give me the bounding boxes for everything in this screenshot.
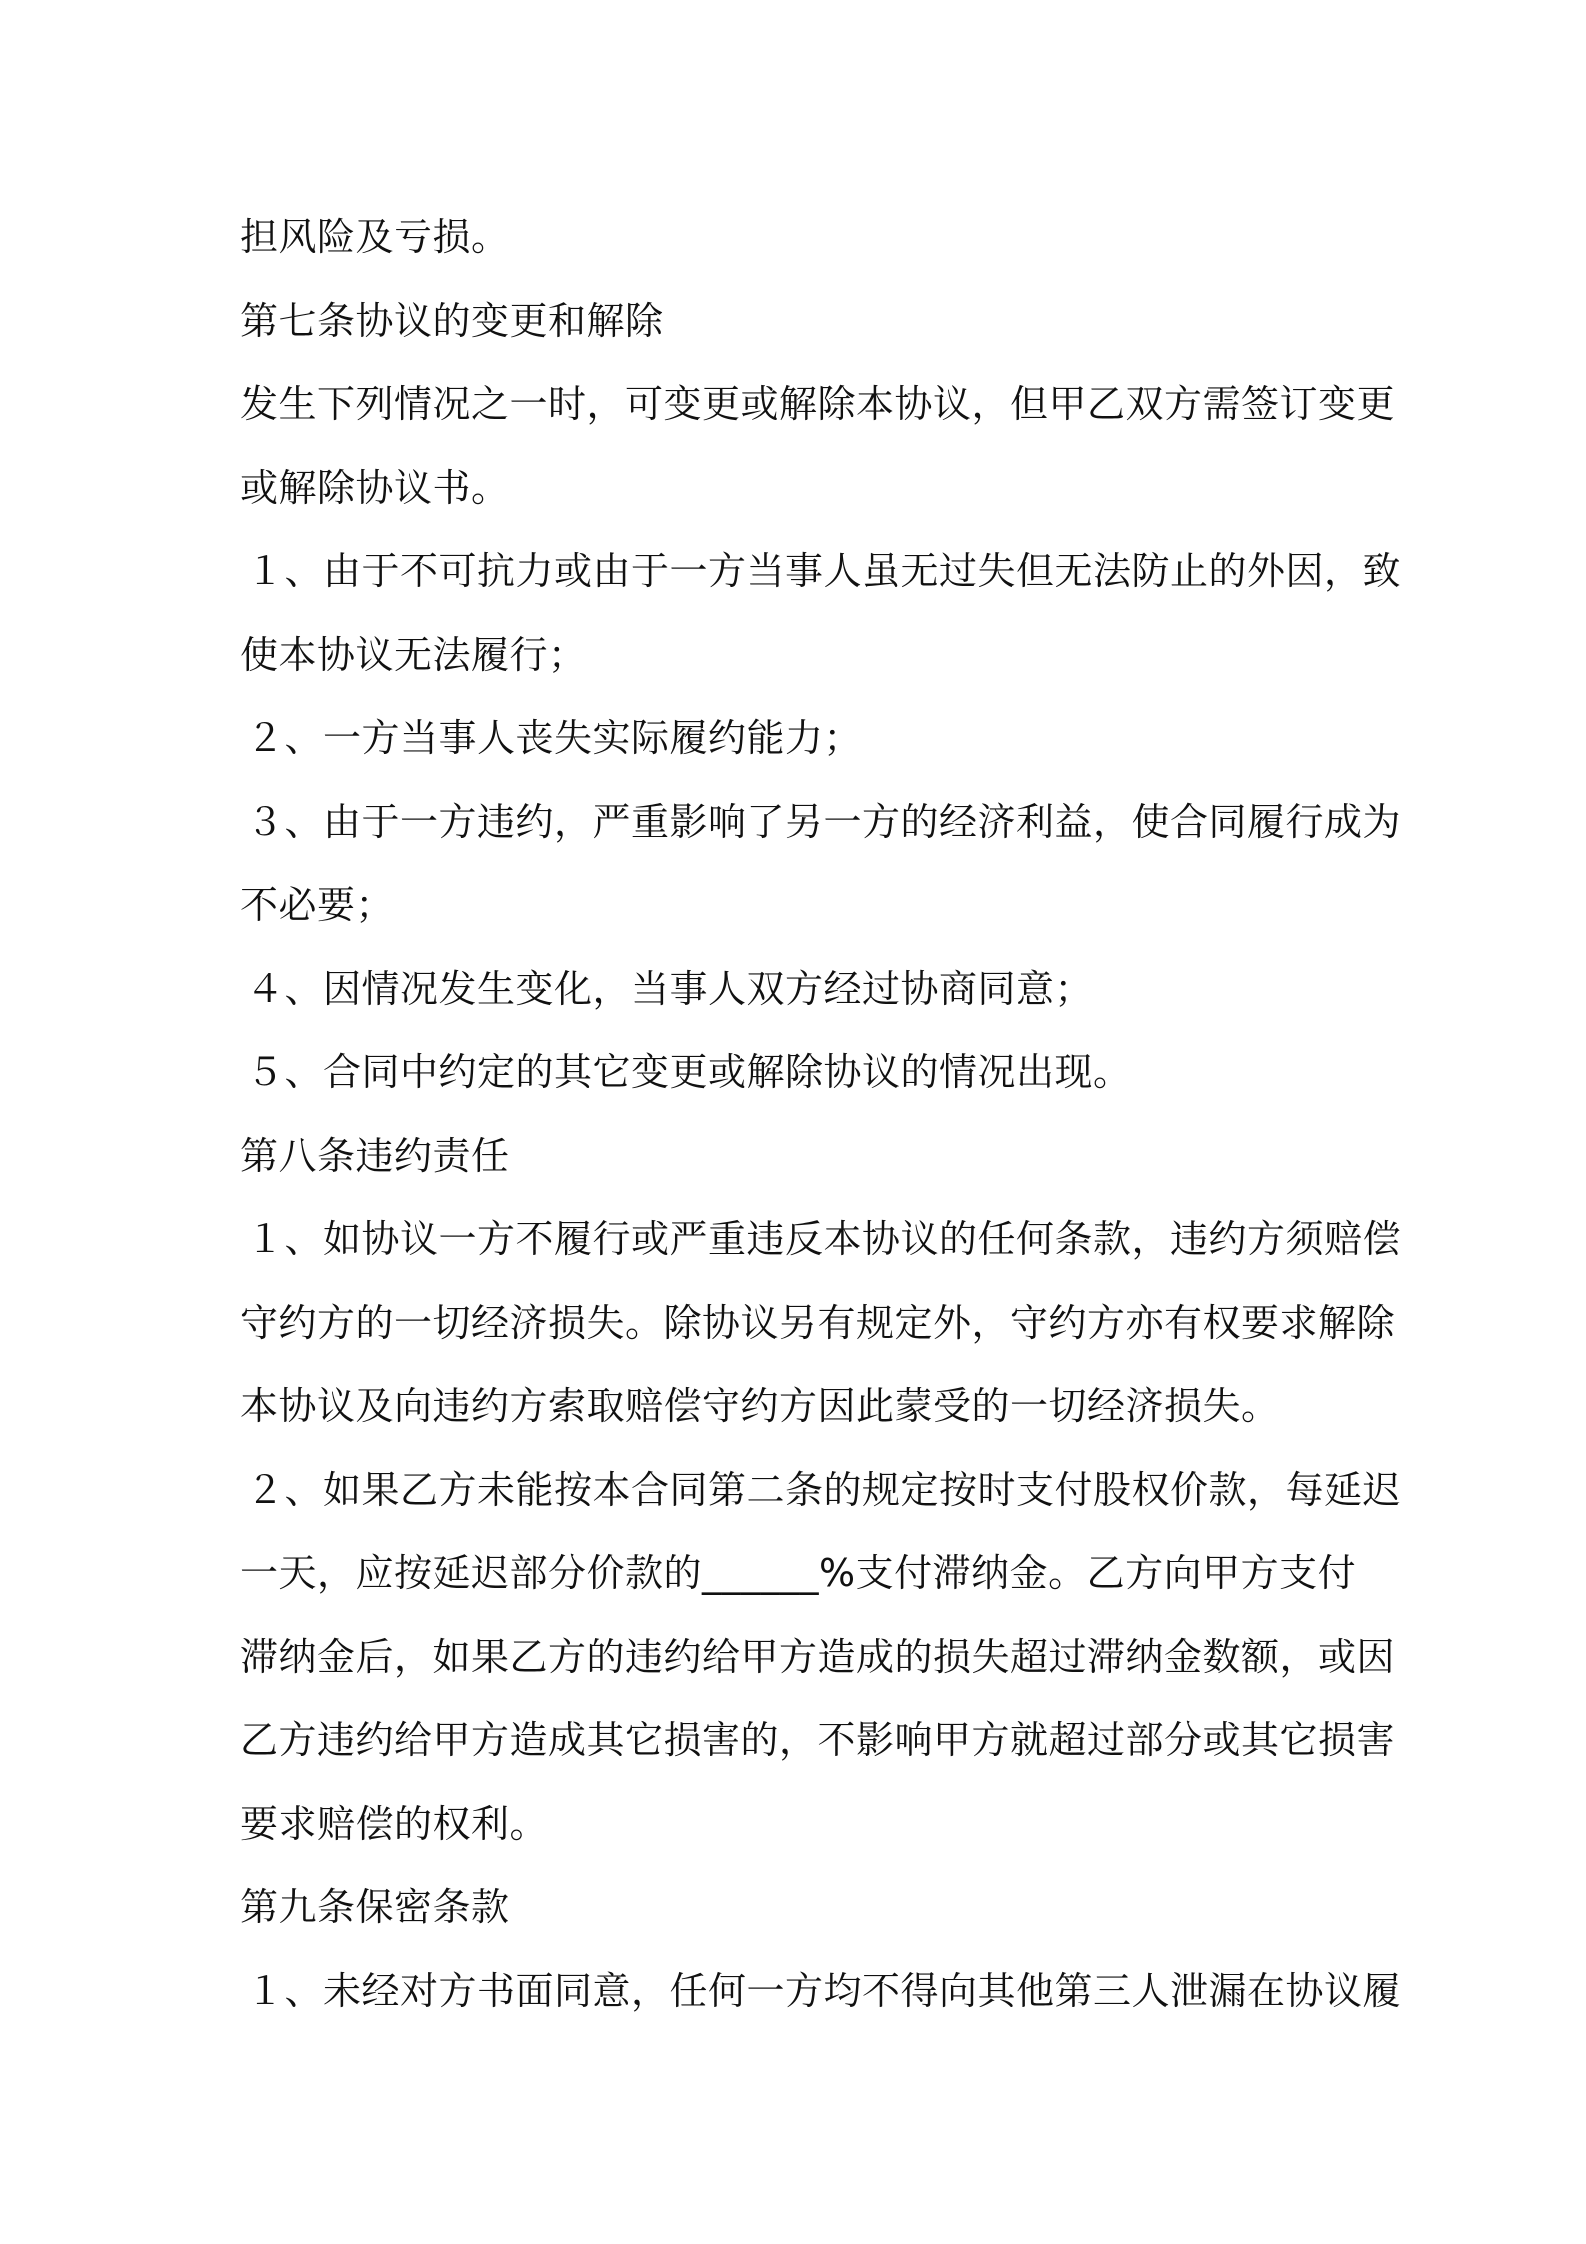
paragraph-line: 一天，应按延迟部分价款的______%支付滞纳金。乙方向甲方支付 — [240, 1551, 1357, 1595]
list-item-line: １、如协议一方不履行或严重违反本协议的任何条款，违约方须赔偿 — [246, 1217, 1402, 1261]
paragraph-line: 乙方违约给甲方造成其它损害的，不影响甲方就超过部分或其它损害 — [240, 1718, 1396, 1762]
list-item-line: ３、由于一方违约，严重影响了另一方的经济利益，使合同履行成为 — [246, 799, 1402, 844]
list-item-line: １、由于不可抗力或由于一方当事人虽无过失但无法防止的外因，致 — [246, 549, 1402, 593]
section-heading-7: 第七条协议的变更和解除 — [240, 298, 664, 343]
paragraph-line: 守约方的一切经济损失。除协议另有规定外，守约方亦有权要求解除 — [240, 1300, 1396, 1345]
paragraph-line: 滞纳金后，如果乙方的违约给甲方造成的损失超过滞纳金数额，或因 — [240, 1634, 1396, 1679]
paragraph-line: 使本协议无法履行； — [240, 632, 587, 677]
list-item-line: ４、因情况发生变化，当事人双方经过协商同意； — [246, 966, 1094, 1011]
document-body — [240, 196, 1402, 2033]
paragraph-line: 不必要； — [240, 883, 395, 927]
section-heading-8: 第八条违约责任 — [240, 1133, 510, 1178]
section-heading-9: 第九条保密条款 — [240, 1885, 510, 1929]
paragraph-line: 发生下列情况之一时，可变更或解除本协议，但甲乙双方需签订变更 — [240, 382, 1396, 426]
paragraph-line: 或解除协议书。 — [240, 465, 510, 510]
list-item-line: ５、合同中约定的其它变更或解除协议的情况出现。 — [246, 1050, 1132, 1094]
list-item-line: ２、如果乙方未能按本合同第二条的规定按时支付股权价款，每延迟 — [246, 1467, 1402, 1512]
paragraph-line: 担风险及亏损。 — [240, 215, 510, 259]
list-item-line: １、未经对方书面同意，任何一方均不得向其他第三人泄漏在协议履 — [246, 1968, 1402, 2013]
paragraph-line: 本协议及向违约方索取赔偿守约方因此蒙受的一切经济损失。 — [240, 1384, 1280, 1428]
paragraph-line: 要求赔偿的权利。 — [240, 1801, 549, 1846]
list-item-line: ２、一方当事人丧失实际履约能力； — [246, 716, 863, 760]
